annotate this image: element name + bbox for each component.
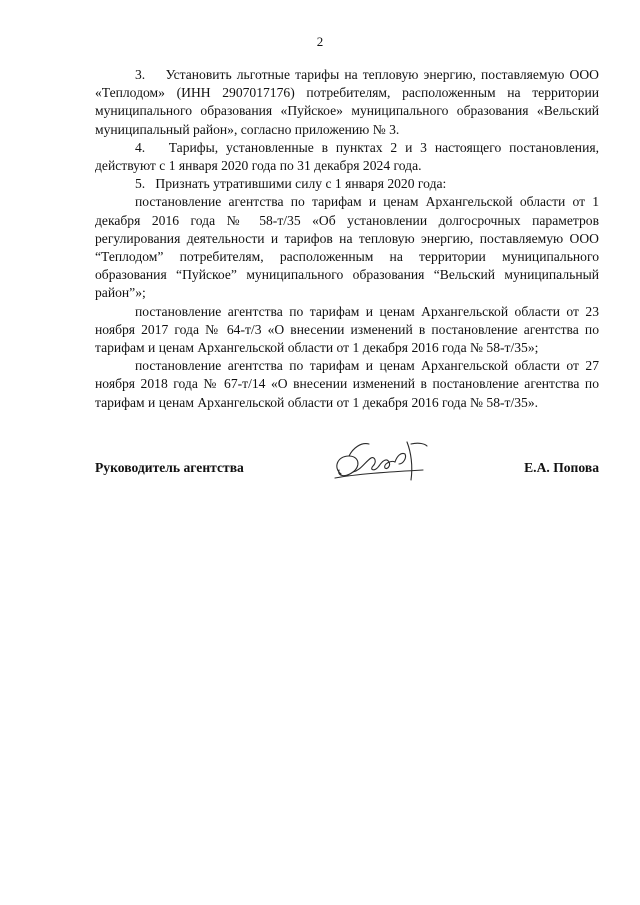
signatory-position: Руководитель агентства bbox=[95, 460, 244, 475]
handwritten-signature bbox=[327, 434, 437, 490]
signature-block bbox=[95, 454, 599, 514]
repealed-resolution-1: постановление агентства по тарифам и ценам Архангельской области от 1 декабря 2016 года № 58-т/35 «Об установлении долгосрочных параметров регулирования деятельности и тарифов на тепловую энергию, поставляемую ООО “Теплодом” потребителям, расположенным на территории муниципального образования “Пуйское” муниципального образования “Вельский муниципальный район”»; bbox=[95, 194, 599, 301]
repealed-resolution-2: постановление агентства по тарифам и ценам Архангельской области от 23 ноября 2017 года № 64-т/3 «О внесении изменений в постановление агентства по тарифам и ценам Архангельской области от 1 декабря 2016 года № 58-т/35»; bbox=[95, 303, 599, 356]
signatory-name: Е.А. Попова bbox=[524, 460, 599, 475]
page-number: 2 bbox=[316, 34, 324, 49]
paragraph-item-3: 3. Установить льготные тарифы на тепловую энергию, поставляемую ООО «Теплодом» (ИНН 2907017176) потребителям, расположенным на территории муниципального образования «Пуйское» муниципального образования «Вельский муниципальный район», согласно приложению № 3. bbox=[95, 67, 599, 137]
paragraph-item-4: 4. Тарифы, установленные в пунктах 2 и 3 настоящего постановления, действуют с 1 января 2020 года по 31 декабря 2024 года. bbox=[95, 139, 599, 174]
repealed-resolution-3: постановление агентства по тарифам и ценам Архангельской области от 27 ноября 2018 года № 67-т/14 «О внесении изменений в постановление агентства по тарифам и ценам Архангельской области от 1 декабря 2016 года № 58-т/35». bbox=[95, 358, 599, 410]
paragraph-item-5: 5. Признать утратившими силу с 1 января 2020 года: bbox=[135, 176, 447, 192]
document-body bbox=[95, 66, 599, 412]
